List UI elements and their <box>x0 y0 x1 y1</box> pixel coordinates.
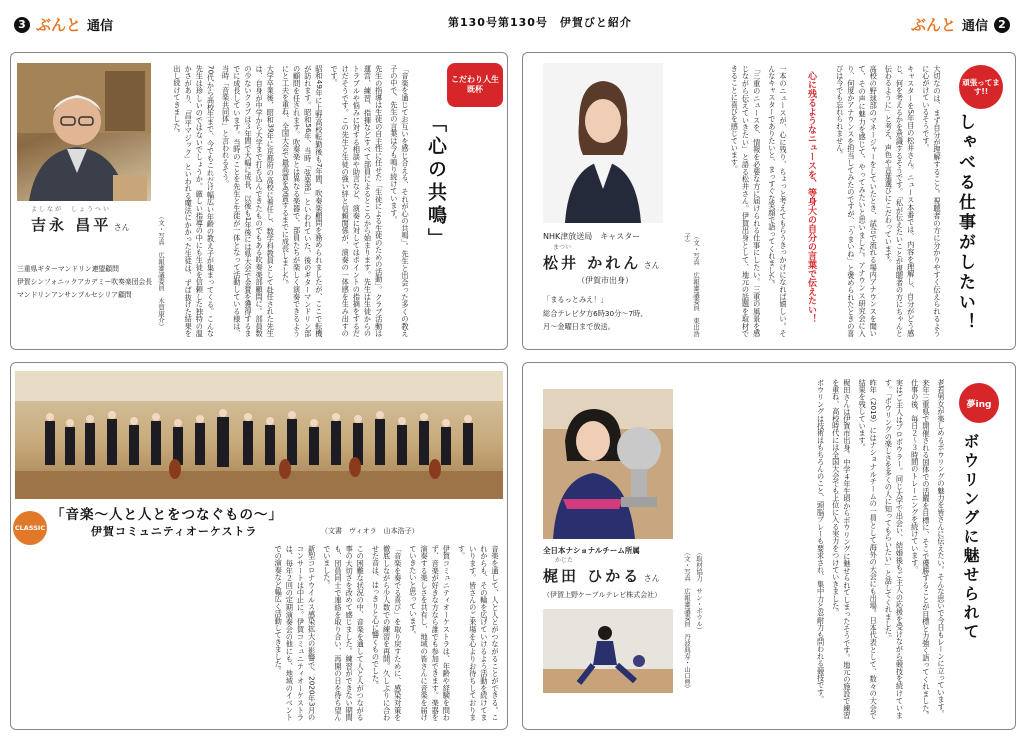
paragraph: 音楽を通して、人と人とがつながることができる。これからも、その輪を広げていけるよう活動を続けてまいります。皆さんのご来場を心よりお待ちしております。 <box>457 545 500 721</box>
matsui-pullquote: 心に残るようなニュースを、等身大の自分の言葉で伝えたい！ <box>806 71 816 323</box>
program-schedule-days: 月〜金曜日まで放送。 <box>543 322 615 332</box>
orchestra-author: （文書 ヴィオラ 山本浩子） <box>321 527 419 535</box>
matsui-name-suffix: さん <box>643 261 660 270</box>
affiliation-line: 三重県ギターマンドリン連盟顧問 <box>17 265 119 273</box>
orchestra-subtitle: 伊賀コミュニティオーケストラ <box>91 525 258 538</box>
left-page-masthead <box>14 14 113 35</box>
kajita-name-suffix: さん <box>643 574 660 584</box>
orchestra-body <box>21 545 501 721</box>
affiliation-line: 伊賀シンフォニックアカデミー吹奏楽団会長 <box>17 277 153 286</box>
paragraph: この困難な状況の中、音楽を通して人と人がつながる事の大切さを改めて感じました。練習ができない期間も、団員同士で連絡を取り合い、再開の日を待ち望んでいました。 <box>322 545 366 721</box>
paragraph: 伊賀コミュニティオーケストラは、年齢や経験を問わず、音楽が好きな方なら誰でも参加できます。楽器を演奏する楽しさを共有し、地域の皆さんに音楽を届けていきたいと思っています。 <box>408 545 452 721</box>
affiliation-line: マンドリンアンサンブルセシリア顧問 <box>17 290 132 299</box>
yoshinaga-name-block <box>31 205 151 237</box>
matsui-name: 松井 かれん <box>543 254 642 272</box>
article-matsui <box>522 52 1016 350</box>
paragraph: 新型コロナウイルス感染拡大の影響で、2020年3月のコンサートは中止に。伊賀コミュニティオーケストラは、毎年２回の定期演奏会の他にも、地域のイベントでの演奏など幅広く活動してきました。 <box>274 545 317 721</box>
paragraph: 一本のニュースが、心に残り、ちょっと考えてもらうきっかけになれば嬉しい。そんなキャスターでありたいと、まっすぐな笑顔で語ってくれました。 <box>767 65 788 337</box>
paragraph: 「音楽を通じてお互いを感じ合える、それが心の共鳴」。先生と出会った多くの教え子の中で、先生の言葉は今も鳴り続けています。 <box>389 65 410 337</box>
kajita-ruby: かじた <box>555 557 574 565</box>
paragraph: 老若男女が楽しめるボウリングの魅力を皆さんに伝えたい。そんな思いで今日もレーンに立っています。 <box>937 379 946 718</box>
article-kajita <box>522 362 1016 730</box>
matsui-title: しゃべる仕事がしたい！ <box>955 113 975 333</box>
logo-right: ぶんと <box>910 16 956 34</box>
yoshinaga-title: 「心の共鳴」 <box>425 113 447 251</box>
badge-kodawari: こだわり人生既杯 <box>447 63 503 107</box>
matsui-name-block <box>543 231 693 287</box>
article-yoshinaga <box>10 52 508 350</box>
right-page-masthead <box>911 14 1010 35</box>
kajita-company: （伊賀上野ケーブルテレビ株式会社） <box>543 590 662 599</box>
badge-ganbatte: 頑張ってます!! <box>959 65 1003 109</box>
program-schedule: 総合テレビ夕方6時30分〜7時、 <box>543 308 648 318</box>
paragraph: 「三重のニュースを、情報を必要な方に届けられる仕事にしたい。三重の風景を感じながら伝えていきたい」と語る松井さん。伊賀出身として、地元の話題を取材できることに喜びを感じています。 <box>730 65 762 337</box>
kajita-title: ボウリングに魅せられて <box>961 433 980 642</box>
kajita-name: 梶田 ひかる <box>543 567 642 586</box>
matsui-program-info <box>543 293 703 334</box>
program-title: 「まるっとみえ！」 <box>543 295 608 304</box>
yoshinaga-credit: （文・写真 広報審議委員 木賀康介） <box>157 213 165 330</box>
kajita-credit-1: （取材協力 サン・ボウル） <box>695 549 703 634</box>
paragraph: キャスターを5年目の松井さん。ニュース本番では、内容を理解し、自分がどう感じ、何を考えるかを意識するそうです。「私が伝えたいことが視聴者の方にちゃんと伝わるように」と考え、声色や言葉選びにこだわっています。 <box>884 65 916 337</box>
yoshinaga-name-suffix: さん <box>113 223 130 232</box>
paragraph: 大学卒業後、昭和39年に京都府の高校に着任し、数学科教員として赴任された先生は、自身が中学から大学まで打ち込んできたものでもある吹奏楽部顧問に。部員数の少ないクラブは３年間で大幅に成長、以後も1年後には県大会で金賞を獲得するまでに成長しています。当時のことを先生と生徒が一体となって活動している様は、当時「音楽共同体」と言われるそう。 <box>221 65 276 337</box>
kajita-team: 全日本ナショナルチーム所属 <box>543 546 640 555</box>
yoshinaga-ruby: よしなが しょうへい <box>31 206 112 213</box>
yoshinaga-name: 吉永 昌平 <box>31 216 112 234</box>
badge-classic: CLASSIC <box>13 511 47 545</box>
portrait-yoshinaga <box>17 63 151 201</box>
paragraph: 昨年（2019）にはナショナルチームの一員として海外の大会にも出場。日本代表として、数々の大会で結果を残しています。 <box>858 379 879 719</box>
yoshinaga-affiliations <box>17 263 177 302</box>
matsui-hometown: （伊賀市出身） <box>577 275 633 285</box>
logo-left: ぶんと <box>36 16 82 34</box>
logo-right-suffix: 通信 <box>961 19 988 34</box>
paragraph: 70代から高校生まで、今でもこれだけ幅広い年齢の教え子が集まってくる。こんな先生は珍しいのではないでしょうか。厳しい指導の中にも生徒を信頼した独特の温かさがあり、「昌平マジック」といわれる魔法にかかった生徒は、ずば抜けた結果を出し続けてきました。 <box>173 65 216 337</box>
orchestra-photo <box>15 371 503 499</box>
paragraph: ボウリングは技術はもちろんのこと、頭脳プレーも要求され、集中力と忍耐力も問われる競技です。 <box>816 379 826 703</box>
matsui-org: NHK津放送局 キャスター <box>543 232 641 241</box>
matsui-body-2 <box>699 65 789 337</box>
article-orchestra <box>10 362 508 730</box>
portrait-matsui <box>543 63 663 223</box>
kajita-name-block <box>543 545 703 600</box>
paragraph: 来年三重県で開催される国体での活躍を目標に、そこで優勝することが目標と力強く語ってくれました。仕事の後、毎日２〜３時間のトレーニングを続けています。 <box>910 379 931 719</box>
badge-yume-ing: 夢ing <box>959 383 999 423</box>
paragraph: 梶田さんは伊賀市出身。中学４年生頃からボウリングに魅せられてしまったそうです。地元の施設で練習を重ね、高校時代には全国大会でも上位に入る実力をつけていきました。 <box>831 379 852 719</box>
matsui-body-1 <box>823 65 943 337</box>
bowling-action-photo <box>543 609 673 693</box>
paragraph: 「音楽を奏でる喜び」を取り戻すために、感染対策を徹底しながら少人数での練習を再開。久しぶりに合わせた音は、はっきりと心に響くものでした。 <box>371 545 403 721</box>
kajita-body <box>713 379 947 719</box>
paragraph: 大切なのは、まず自分が理解すること。視聴者の方に分かりやすく伝えられるように心がけているそうです。 <box>921 65 942 337</box>
portrait-kajita <box>543 389 673 539</box>
paragraph: 先生の指導は生徒の自主性に任せた「生徒による生徒のための活動」。クラブ活動は運営、練習、指揮などすべて部員によるところから始まります。先生は生徒からのトラブルや悩みに対する相談や助言など、演奏に対してはポイントの指摘をするだけだそうです。この先生と生徒の強い絆と信頼関係が、演奏の一体感を生み出すのです。 <box>330 65 384 337</box>
paragraph: 高校の野球部のマネージャーをしていたとき、試合で流れる場内アナウンスを聞いて、その声に魅力を感じて、やってみたいと思いました。アナウンス研究会に入り、何度かアナウンスを担当してみたのですが、「うまいね」と褒められたときの喜びは今でも忘れられません。 <box>835 65 879 337</box>
matsui-credit: （文・写真 広報審議委員 東出浩子） <box>683 233 700 337</box>
kajita-credit-2: （文・写真 広報審議委員 丹波典寿・山口豊） <box>683 549 691 692</box>
page-number-right: 2 <box>994 17 1010 33</box>
yoshinaga-body <box>171 65 411 337</box>
paragraph: 昭和49年に上野高校転勤後も7年間、吹奏楽顧問を務められましたが、ここで転機が訪れます。昭和56年、当時「弦楽部」といわれていた、後のギターマンドリン部の顧問を任されます。吹奏楽とは異なる楽器で、部員たちが楽しく演奏できるようにと工夫を重ね、全国大会で最高賞を受賞するまでに成長しました。 <box>281 65 324 337</box>
matsui-ruby: まつい <box>553 244 572 251</box>
issue-title: 第130号第130号 伊賀びと紹介 <box>448 16 632 29</box>
orchestra-title: 「音楽〜人と人とをつなぐもの〜」 <box>51 507 283 523</box>
page-header <box>0 0 1024 40</box>
page-number-left: 3 <box>14 17 30 33</box>
paragraph: 実はご主人はプロボウラー。同じ大学で出会い、結婚後もご主人の応援を受けながら競技を続けています。「ボウリングの楽しさを多くの人に知ってもらいたい」と話してくれました。 <box>884 379 905 719</box>
logo-left-suffix: 通信 <box>87 19 114 34</box>
